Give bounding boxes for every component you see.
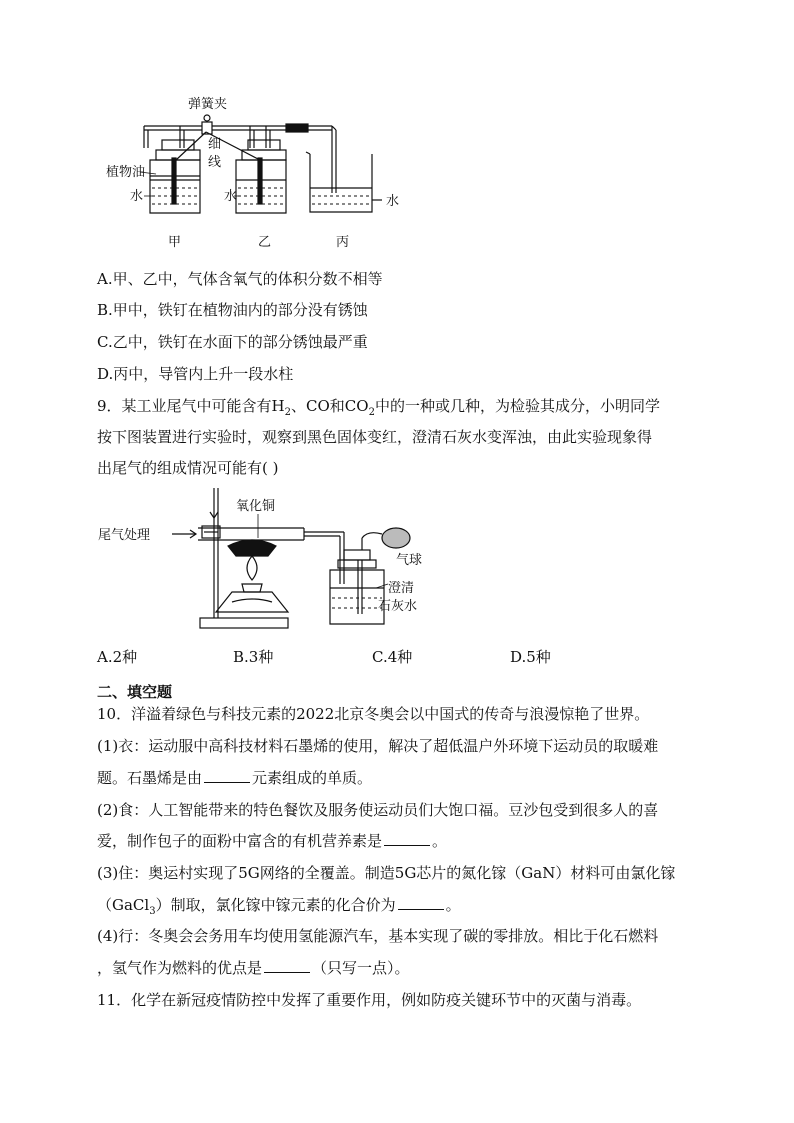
- caption-jia: 甲: [168, 235, 182, 250]
- label-vegetable-oil: 植物油: [106, 165, 146, 180]
- label-thread-2: 线: [208, 155, 222, 170]
- q9-stem-line-2: 按下图装置进行实验时，观察到黑色固体变红，澄清石灰水变浑浊，由此实验现象得: [97, 428, 653, 446]
- answer-blank-1[interactable]: [204, 768, 250, 783]
- caption-yi: 乙: [258, 235, 272, 250]
- label-lime-2: 石灰水: [378, 599, 418, 614]
- q10-part4-line1: (4)行：冬奥会会务用车均使用氢能源汽车，基本实现了碳的零排放。相比于化石燃料: [97, 927, 659, 945]
- label-water-yi: 水: [224, 189, 238, 204]
- q8-option-d: D.丙中，导管内上升一段水柱: [97, 365, 294, 383]
- q8-option-a: A.甲、乙中，气体含氧气的体积分数不相等: [97, 270, 383, 288]
- q11-intro: 11．化学在新冠疫情防控中发挥了重要作用，例如防疫关键环节中的灭菌与消毒。: [97, 991, 642, 1009]
- q9-option-d: D.5种: [510, 648, 551, 666]
- label-balloon: 气球: [396, 553, 423, 568]
- q10-intro: 10．洋溢着绿色与科技元素的2022北京冬奥会以中国式的传奇与浪漫惊艳了世界。: [97, 705, 650, 723]
- label-spring-clip: 弹簧夹: [188, 97, 228, 112]
- label-tail-gas: 尾气处理: [98, 528, 151, 543]
- answer-blank-4[interactable]: [264, 958, 310, 973]
- q10-part2-line2: 爱，制作包子的面粉中富含的有机营养素是 。: [97, 832, 448, 850]
- caption-bing: 丙: [336, 235, 350, 250]
- answer-blank-3[interactable]: [398, 895, 444, 910]
- q9-stem-line-1: 9．某工业尾气中可能含有$H_2$、CO和$CO_2$中的一种或几种，为检验其成分，小明同学: [97, 397, 660, 418]
- label-water-jia: 水: [130, 189, 144, 204]
- q9-stem-line-3: 出尾气的组成情况可能有( ): [97, 459, 279, 477]
- rusting-apparatus-figure: [100, 88, 400, 258]
- q9-option-a: A.2种: [97, 648, 138, 666]
- label-thread-1: 细: [208, 137, 222, 152]
- q10-part3-line2: （GaCl$_3$）制取，氯化镓中镓元素的化合价为 。: [97, 896, 461, 917]
- answer-blank-2[interactable]: [384, 831, 430, 846]
- copper-oxide-apparatus-figure: [92, 484, 432, 644]
- label-water-bing: 水: [386, 194, 400, 209]
- q10-part3-line1: (3)住：奥运村实现了5G网络的全覆盖。制造5G芯片的氮化镓（GaN）材料可由氯化镓: [97, 864, 676, 882]
- label-copper-oxide: 氧化铜: [236, 499, 276, 514]
- label-lime-1: 澄清: [388, 581, 415, 596]
- section-title: 二、填空题: [97, 683, 173, 701]
- q9-option-c: C.4种: [372, 648, 413, 666]
- q10-part1-line1: (1)衣：运动服中高科技材料石墨烯的使用，解决了超低温户外环境下运动员的取暖难: [97, 737, 659, 755]
- q10-part4-line2: ，氢气作为燃料的优点是 （只写一点）。: [97, 959, 410, 977]
- q10-part1-line2: 题。石墨烯是由 元素组成的单质。: [97, 769, 373, 787]
- q10-part2-line1: (2)食：人工智能带来的特色餐饮及服务使运动员们大饱口福。豆沙包受到很多人的喜: [97, 801, 659, 819]
- q8-option-b: B.甲中，铁钉在植物油内的部分没有锈蚀: [97, 301, 368, 319]
- q8-option-c: C.乙中，铁钉在水面下的部分锈蚀最严重: [97, 333, 368, 351]
- q9-option-b: B.3种: [233, 648, 274, 666]
